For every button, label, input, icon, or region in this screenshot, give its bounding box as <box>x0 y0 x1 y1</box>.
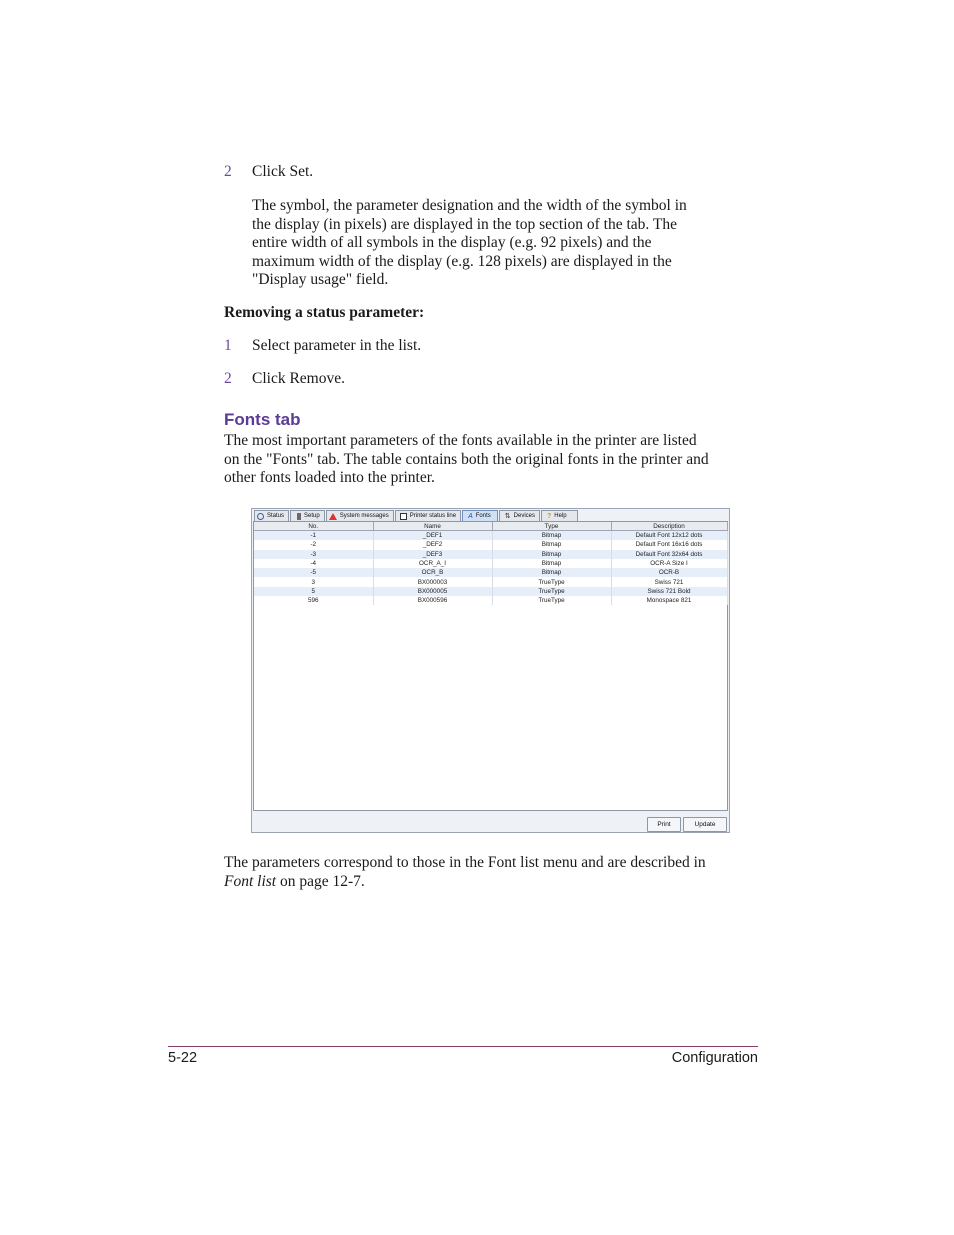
table-cell: Bitmap <box>492 531 611 541</box>
table-cell: BX000003 <box>373 577 492 586</box>
tab-setup[interactable] <box>290 510 325 521</box>
table-row[interactable] <box>254 559 727 568</box>
table-cell: -2 <box>254 540 373 549</box>
tab-fonts[interactable] <box>462 510 498 521</box>
fonts-table <box>254 522 728 605</box>
tab-printer-status-line[interactable] <box>395 510 461 521</box>
footer-rule <box>168 1046 758 1047</box>
table-cell: Default Font 16x16 dots <box>611 540 727 549</box>
table-cell: Bitmap <box>492 568 611 577</box>
tab-label: Printer status line <box>409 512 457 519</box>
table-cell: BX000596 <box>373 596 492 605</box>
column-header[interactable]: Description <box>611 522 727 531</box>
table-cell: OCR-A Size I <box>611 559 727 568</box>
subheading: Removing a status parameter: <box>224 304 425 321</box>
setup-icon <box>297 513 301 520</box>
paragraph-line: on the "Fonts" tab. The table contains both the original fonts in the printer and <box>224 450 709 468</box>
warning-icon <box>329 513 337 520</box>
tab-label: Help <box>554 512 567 519</box>
page-number: 5-22 <box>168 1050 198 1066</box>
table-cell: Default Font 32x64 dots <box>611 550 727 559</box>
table-row[interactable] <box>254 540 727 549</box>
tab-devices[interactable] <box>499 510 540 521</box>
step-number: 2 <box>224 370 232 387</box>
table-cell: Swiss 721 Bold <box>611 587 727 596</box>
tab-label: Fonts <box>475 512 491 519</box>
devices-icon: ⇅ <box>504 512 511 520</box>
paragraph-line: The most important parameters of the fonts available in the printer are listed <box>224 432 697 449</box>
fonts-tab-screenshot <box>251 508 730 833</box>
table-cell: Default Font 12x12 dots <box>611 531 727 541</box>
tab-label: Status <box>267 512 285 519</box>
cross-reference[interactable]: Font list <box>224 872 277 890</box>
column-header[interactable]: No. <box>254 522 373 531</box>
tab-status[interactable] <box>254 510 289 521</box>
paragraph-line: The parameters correspond to those in the Font list menu and are described in <box>224 854 706 871</box>
table-cell: _DEF3 <box>373 550 492 559</box>
table-cell: Bitmap <box>492 559 611 568</box>
table-cell: 596 <box>254 596 373 605</box>
tab-bar <box>254 510 579 521</box>
table-cell: TrueType <box>492 587 611 596</box>
table-cell: Bitmap <box>492 540 611 549</box>
paragraph-line: other fonts loaded into the printer. <box>224 469 435 487</box>
table-cell: _DEF2 <box>373 540 492 549</box>
tab-label: Setup <box>304 512 320 519</box>
table-row[interactable] <box>254 587 727 596</box>
table-row[interactable] <box>254 531 727 541</box>
description-paragraph <box>252 197 772 290</box>
table-cell: TrueType <box>492 577 611 586</box>
table-cell: OCR_B <box>373 568 492 577</box>
font-icon: A <box>468 512 473 520</box>
table-row[interactable] <box>254 568 727 577</box>
fonts-paragraph <box>224 432 784 488</box>
step-text: Select parameter in the list. <box>252 337 422 354</box>
table-cell: _DEF1 <box>373 531 492 541</box>
button-bar <box>252 811 729 832</box>
tab-label: System messages <box>339 512 389 519</box>
table-cell: -4 <box>254 559 373 568</box>
table-cell: OCR_A_I <box>373 559 492 568</box>
section-name: Configuration <box>671 1050 758 1066</box>
table-row[interactable] <box>254 577 727 586</box>
paragraph-line: the display (in pixels) are displayed in the top section of the tab. The <box>252 215 677 233</box>
display-icon <box>400 513 407 520</box>
step-number: 2 <box>224 163 232 180</box>
info-icon <box>257 513 264 520</box>
table-cell: TrueType <box>492 596 611 605</box>
paragraph-text: on page 12-7. <box>276 872 365 890</box>
fonts-panel <box>253 521 728 811</box>
table-cell: -3 <box>254 550 373 559</box>
table-row[interactable] <box>254 596 727 605</box>
table-cell: 3 <box>254 577 373 586</box>
column-header[interactable]: Type <box>492 522 611 531</box>
paragraph-line: entire width of all symbols in the display (e.g. 92 pixels) and the <box>252 234 652 252</box>
table-cell: -5 <box>254 568 373 577</box>
table-cell: 5 <box>254 587 373 596</box>
paragraph-line: "Display usage" field. <box>252 271 389 289</box>
table-cell: Bitmap <box>492 550 611 559</box>
table-header-row <box>254 522 727 531</box>
help-icon: ? <box>547 512 552 520</box>
tab-label: Devices <box>513 512 535 519</box>
table-cell: BX000005 <box>373 587 492 596</box>
tab-help[interactable] <box>541 510 578 521</box>
update-button[interactable]: Update <box>683 817 727 832</box>
table-cell: -1 <box>254 531 373 541</box>
paragraph-line: maximum width of the display (e.g. 128 pixels) are displayed in the <box>252 252 672 270</box>
paragraph-line <box>224 873 784 892</box>
table-cell: OCR-B <box>611 568 727 577</box>
table-cell: Swiss 721 <box>611 577 727 586</box>
paragraph-line: The symbol, the parameter designation and the width of the symbol in <box>252 197 687 214</box>
section-heading: Fonts tab <box>224 410 301 429</box>
table-cell: Monospace 821 <box>611 596 727 605</box>
tab-system-messages[interactable] <box>326 510 394 521</box>
column-header[interactable]: Name <box>373 522 492 531</box>
step-text: Click Set. <box>252 163 314 180</box>
print-button[interactable]: Print <box>647 817 681 832</box>
closing-paragraph <box>224 854 784 891</box>
step-number: 1 <box>224 337 232 354</box>
step-text: Click Remove. <box>252 370 345 387</box>
table-row[interactable] <box>254 550 727 559</box>
